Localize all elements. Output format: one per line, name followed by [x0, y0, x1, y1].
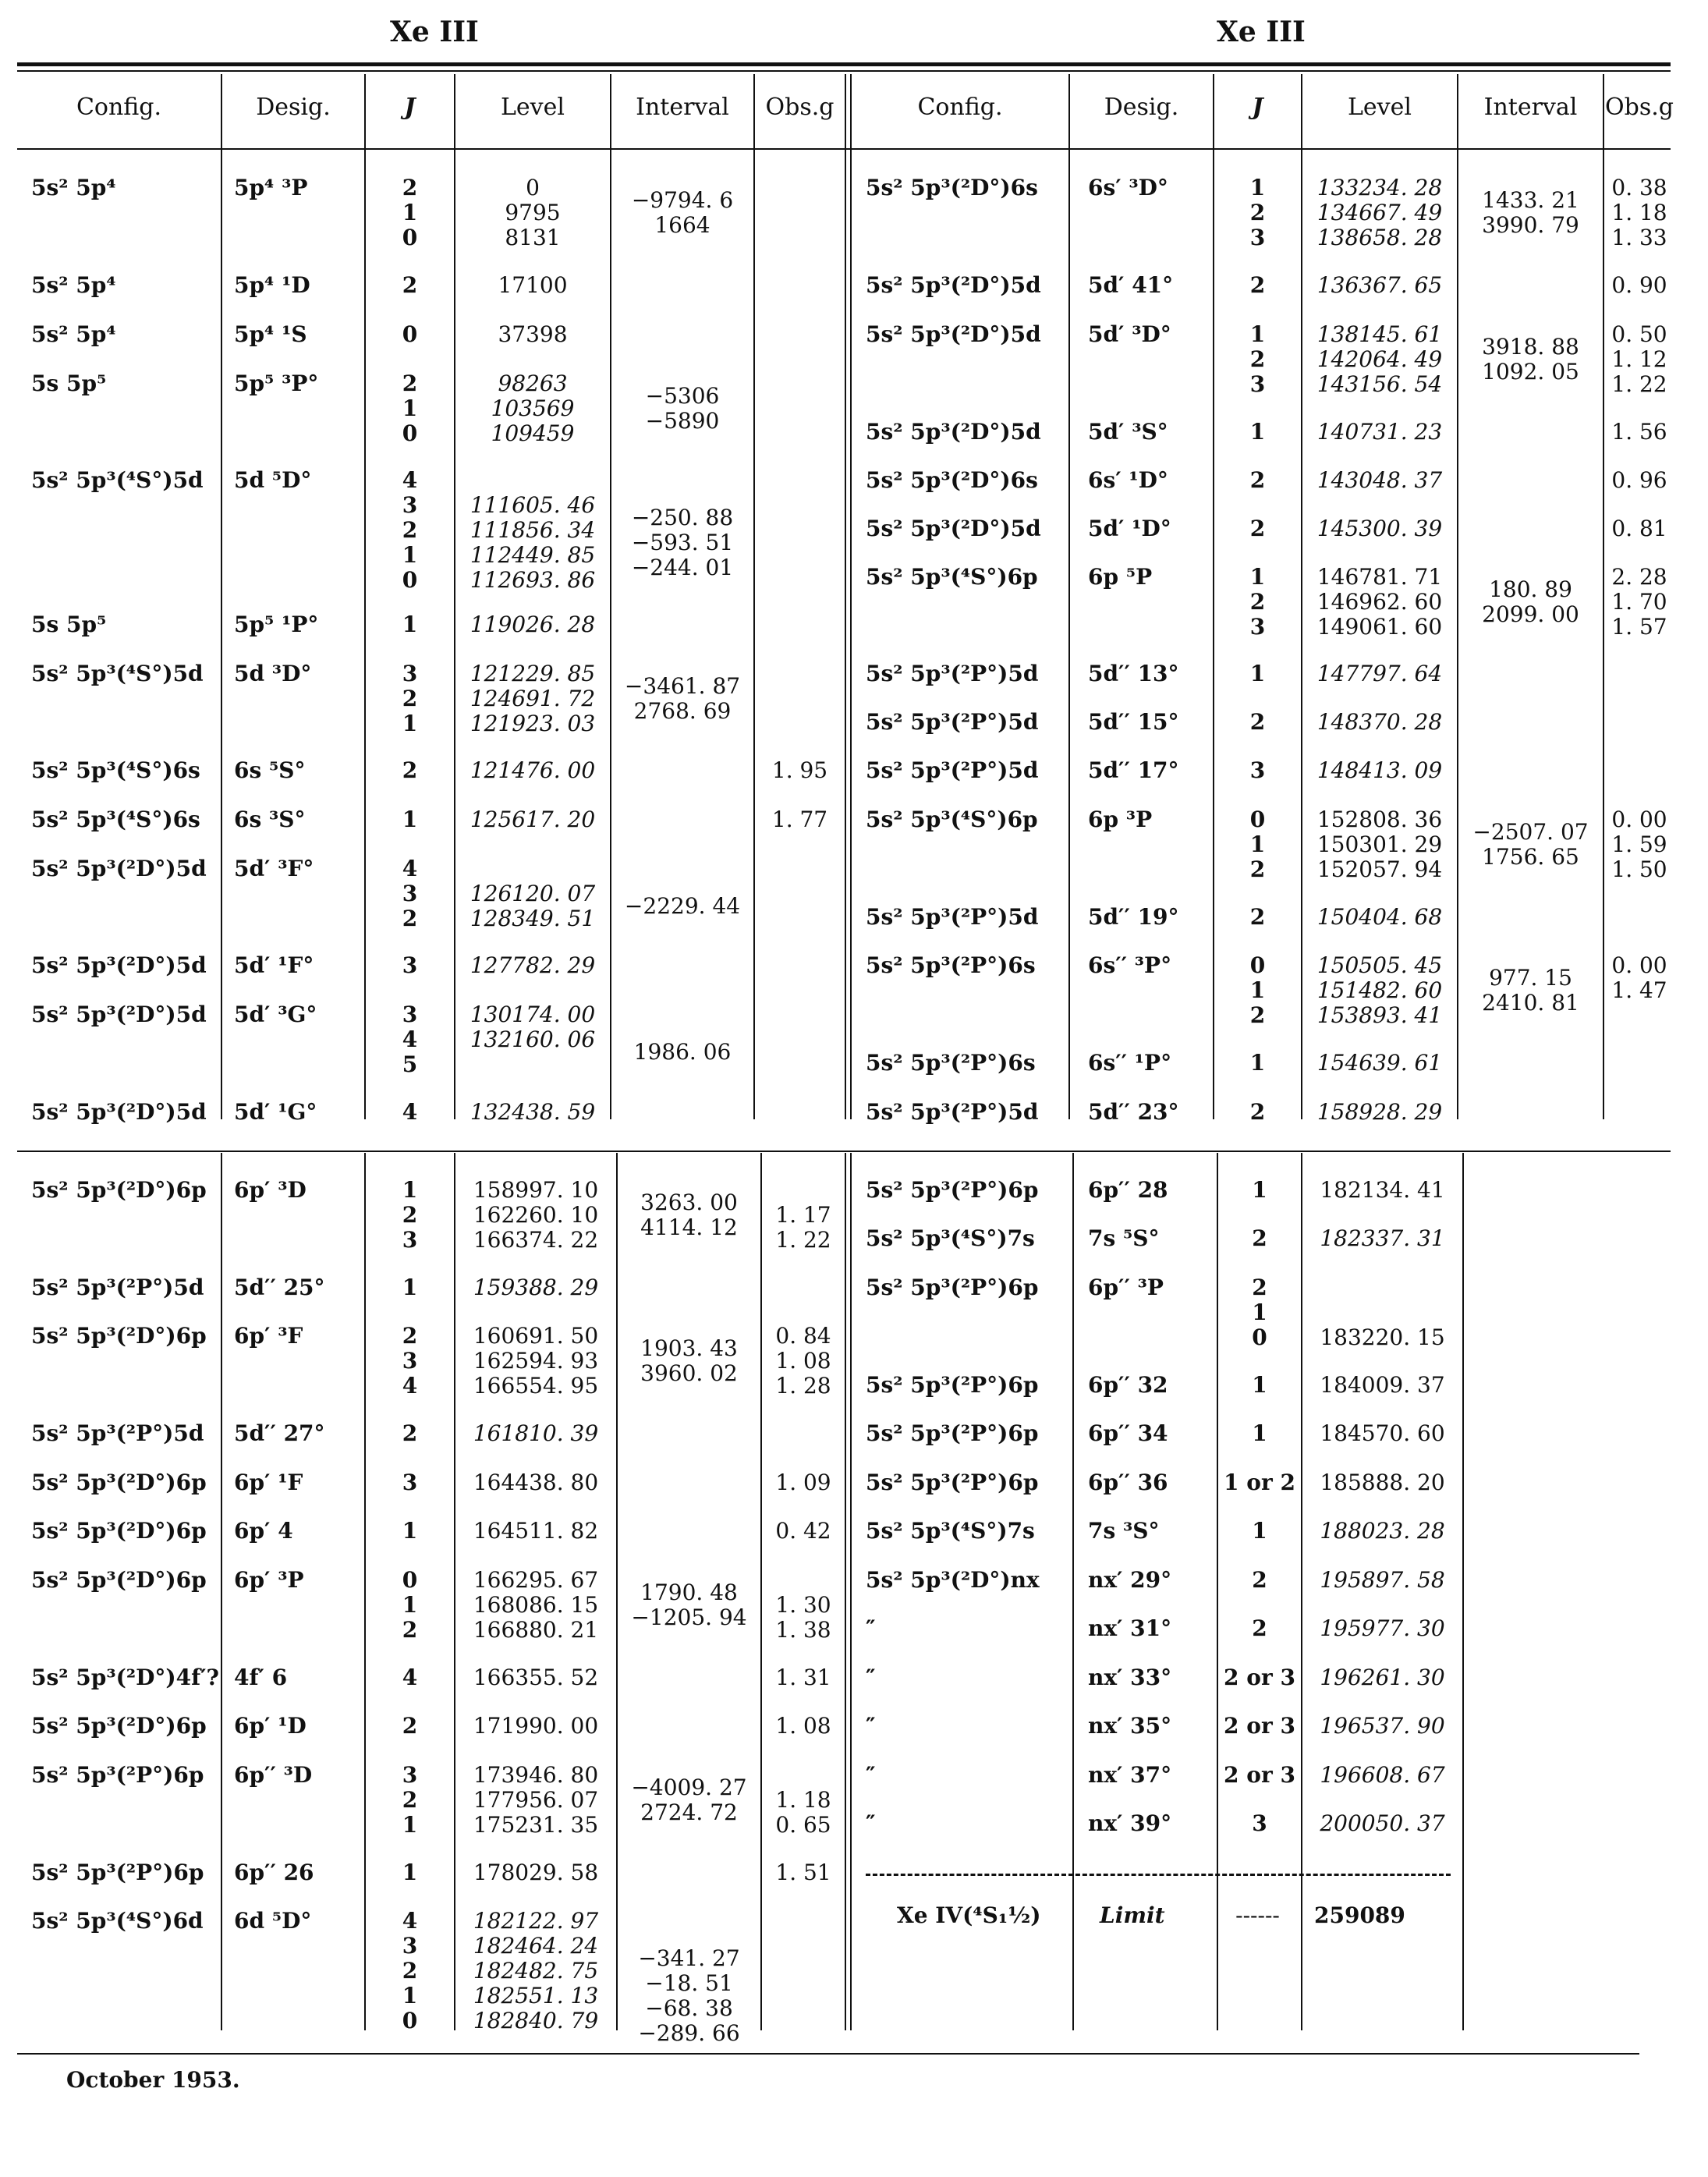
row-designation: 5p⁵ ³P°	[234, 371, 319, 396]
header-config-left: Config.	[76, 94, 162, 121]
row-designation: 5d′′ 13°	[1088, 661, 1179, 686]
row-config: 5s² 5p³(⁴S°)5d	[31, 467, 204, 493]
row-designation: 5d′′ 23°	[1088, 1099, 1179, 1125]
row-designation: 6s′′ ³P°	[1088, 952, 1172, 978]
limit-label: Limit	[1100, 1902, 1165, 1928]
vline	[221, 1153, 222, 2030]
row-designation: 5d′ ³D°	[1088, 321, 1171, 347]
header-obsg-right: Obs.g	[1605, 94, 1674, 121]
row-config: 5s² 5p³(²P°)6p	[866, 1372, 1039, 1398]
row-level: 37398	[498, 321, 568, 347]
row-j: 1	[1249, 419, 1266, 445]
row-config: 5s² 5p³(²P°)5d	[31, 1275, 204, 1300]
row-designation: 5p⁴ ¹D	[234, 272, 310, 298]
row-interval: −2229. 44	[624, 893, 741, 919]
row-j: 3 4 5	[402, 1002, 418, 1077]
row-j: 1 2 3	[1249, 175, 1266, 250]
row-level: 160691. 50 162594. 93 166554. 95	[473, 1323, 599, 1399]
row-designation: 6s′ ¹D°	[1088, 467, 1168, 493]
row-level: 166355. 52	[473, 1665, 599, 1690]
row-designation: nx′ 33°	[1088, 1665, 1172, 1690]
row-obs-g: 1. 09	[775, 1470, 831, 1495]
row-config: 5s² 5p³(²D°)6p	[31, 1177, 207, 1203]
row-designation: 6s′ ³D°	[1088, 175, 1168, 200]
row-j: 3 2 1	[402, 1762, 418, 1838]
header-config-right: Config.	[917, 94, 1003, 121]
row-j: 2 or 3	[1224, 1713, 1295, 1739]
row-interval: 180. 89 2099. 00	[1482, 576, 1579, 627]
row-j: 2	[1249, 516, 1266, 541]
row-designation: nx′ 39°	[1088, 1810, 1172, 1836]
row-j: 2	[402, 1713, 418, 1739]
row-config: 5s² 5p³(²D°)5d	[866, 272, 1041, 298]
row-config: 5s² 5p³(²P°)5d	[866, 1099, 1039, 1125]
row-config: ″	[866, 1665, 876, 1690]
row-level: 158997. 10 162260. 10 166374. 22	[473, 1177, 599, 1253]
row-level: 158928. 29	[1316, 1099, 1443, 1125]
row-level: 150404. 68	[1316, 904, 1443, 930]
row-level: 121229. 85 124691. 72 121923. 03	[470, 661, 596, 736]
row-obs-g: 1. 95	[771, 757, 828, 783]
row-obs-g: 0. 84 1. 08 1. 28	[775, 1323, 831, 1399]
row-designation: 5p⁴ ¹S	[234, 321, 307, 347]
row-designation: 5d′ 41°	[1088, 272, 1174, 298]
row-obs-g: 0. 96	[1611, 467, 1667, 493]
row-config: 5s² 5p³(⁴S°)7s	[866, 1518, 1035, 1544]
row-designation: 6p′ ¹D	[234, 1713, 307, 1739]
row-designation: 6p′ ³F	[234, 1323, 303, 1349]
header-interval-right: Interval	[1483, 94, 1578, 121]
row-designation: 4f′ 6	[234, 1665, 288, 1690]
row-designation: 5p⁴ ³P	[234, 175, 308, 200]
row-config: 5s² 5p³(²D°)5d	[866, 516, 1041, 541]
row-obs-g: 0. 50 1. 12 1. 22	[1611, 321, 1667, 397]
row-j: 1 2 3	[1249, 564, 1266, 640]
row-designation: 6p′′ ³P	[1088, 1275, 1164, 1300]
row-designation: 6p′′ 36	[1088, 1470, 1168, 1495]
row-config: 5s² 5p³(²P°)6p	[31, 1762, 204, 1788]
row-designation: 6p′′ 28	[1088, 1177, 1168, 1203]
row-designation: 6s ³S°	[234, 807, 306, 832]
row-config: 5s² 5p³(²P°)5d	[866, 757, 1039, 783]
row-j: 1 or 2	[1224, 1470, 1295, 1495]
row-level: 184570. 60	[1320, 1420, 1445, 1446]
row-designation: nx′ 31°	[1088, 1615, 1172, 1641]
row-config: 5s² 5p⁴	[31, 175, 116, 200]
row-j: 4	[402, 1665, 418, 1690]
row-config: 5s² 5p³(²D°)5d	[866, 419, 1041, 445]
row-interval: −250. 88 −593. 51 −244. 01	[631, 505, 734, 580]
limit-j: ------	[1235, 1902, 1280, 1928]
row-designation: 6p′ ³P	[234, 1567, 304, 1593]
row-level: 147797. 64	[1316, 661, 1443, 686]
row-config: 5s² 5p³(²D°)5d	[31, 1099, 207, 1125]
top-rule-thin	[17, 70, 1671, 72]
row-j: 0	[402, 321, 418, 347]
row-config: ″	[866, 1713, 876, 1739]
row-config: 5s² 5p³(²P°)6s	[866, 952, 1036, 978]
row-designation: 6p′′ 26	[234, 1860, 314, 1885]
row-interval: −5306 −5890	[645, 383, 720, 434]
vline	[845, 1153, 846, 2030]
row-level: 136367. 65	[1316, 272, 1443, 298]
row-j: 2	[1249, 272, 1266, 298]
row-j: 1	[1249, 661, 1266, 686]
row-config: 5s² 5p³(²D°)5d	[31, 856, 207, 881]
header-interval-left: Interval	[636, 94, 729, 121]
row-obs-g: 0. 42	[775, 1518, 831, 1544]
row-config: ″	[866, 1762, 876, 1788]
row-obs-g: 0. 81	[1611, 516, 1667, 541]
row-obs-g: 1. 56	[1611, 419, 1667, 445]
row-level: 200050. 37	[1320, 1810, 1445, 1836]
row-obs-g: 1. 77	[771, 807, 828, 832]
row-j: 4 3 2 1 0	[402, 1908, 418, 2033]
row-config: 5s² 5p³(²P°)5d	[866, 661, 1039, 686]
row-config: 5s² 5p³(²P°)6p	[866, 1275, 1039, 1300]
row-level: 98263 103569 109459	[491, 371, 575, 446]
page-title-left: Xe III	[390, 16, 479, 48]
row-config: 5s² 5p³(²P°)6p	[866, 1470, 1039, 1495]
row-level: 182337. 31	[1320, 1225, 1445, 1251]
row-level: 166295. 67 168086. 15 166880. 21	[473, 1567, 599, 1643]
row-interval: 977. 15 2410. 81	[1482, 965, 1579, 1016]
row-interval: 1790. 48 −1205. 94	[631, 1580, 747, 1630]
row-j: 2	[402, 272, 418, 298]
row-level: 159388. 29	[473, 1275, 599, 1300]
limit-level: 259089	[1314, 1902, 1405, 1928]
vline-double	[850, 74, 852, 1119]
row-level: 196608. 67	[1320, 1762, 1445, 1788]
header-j-right: J	[1252, 94, 1263, 121]
vline	[1072, 1153, 1074, 2030]
row-j: 3 2 1	[402, 661, 418, 736]
row-j: 0 1 2	[1249, 807, 1266, 882]
row-designation: 5d′′ 27°	[234, 1420, 325, 1446]
row-designation: 5d′ ³S°	[1088, 419, 1168, 445]
row-config: 5s² 5p³(⁴S°)6d	[31, 1908, 204, 1934]
row-designation: 7s ³S°	[1088, 1518, 1160, 1544]
row-j: 2	[402, 757, 418, 783]
limit-config: Xe IV(⁴S₁½)	[897, 1902, 1041, 1928]
row-interval: −9794. 6 1664	[631, 187, 734, 238]
footer-date: October 1953.	[66, 2067, 240, 2093]
row-level: 183220. 15	[1320, 1324, 1445, 1350]
row-j: 1	[402, 1518, 418, 1544]
row-designation: 5d′ ¹G°	[234, 1099, 317, 1125]
header-level-right: Level	[1348, 94, 1412, 121]
row-level: 119026. 28	[470, 612, 596, 637]
row-config: 5s² 5p³(²P°)6p	[866, 1177, 1039, 1203]
row-designation: 5d′′ 15°	[1088, 709, 1179, 735]
row-j: 4 3 2	[402, 856, 418, 931]
row-level: 150505. 45 151482. 60 153893. 41	[1316, 952, 1443, 1028]
row-interval: 3263. 00 4114. 12	[640, 1190, 738, 1240]
row-config: 5s² 5p³(²P°)5d	[866, 904, 1039, 930]
row-level: 182134. 41	[1320, 1177, 1445, 1203]
row-config: 5s² 5p³(⁴S°)7s	[866, 1225, 1035, 1251]
row-designation: 5d′′ 17°	[1088, 757, 1179, 783]
row-level: 148413. 09	[1316, 757, 1443, 783]
row-j: 0 1 2	[402, 1567, 418, 1643]
row-obs-g: 1. 51	[775, 1860, 831, 1885]
row-level: 146781. 71 146962. 60 149061. 60	[1316, 564, 1443, 640]
row-level: 173946. 80 177956. 07 175231. 35	[473, 1762, 599, 1838]
row-designation: 5d′ ¹F°	[234, 952, 314, 978]
row-j: 2 1 0	[402, 371, 418, 446]
row-j: 3	[402, 1470, 418, 1495]
row-level: 152808. 36 150301. 29 152057. 94	[1316, 807, 1443, 882]
row-interval: 1986. 06	[633, 1039, 732, 1065]
row-level: 161810. 39	[473, 1420, 599, 1446]
row-designation: 5d′ ¹D°	[1088, 516, 1171, 541]
header-desig-right: Desig.	[1104, 94, 1179, 121]
row-level: 164438. 80	[473, 1470, 599, 1495]
row-j: 1	[402, 1275, 418, 1300]
row-j: 2	[402, 1420, 418, 1446]
row-config: 5s² 5p³(²D°)6p	[31, 1567, 207, 1593]
row-obs-g: 1. 18 0. 65	[775, 1787, 831, 1838]
row-interval: −3461. 87 2768. 69	[624, 673, 741, 724]
row-config: 5s² 5p³(²D°)5d	[31, 952, 207, 978]
row-level: 127782. 29	[470, 952, 596, 978]
row-designation: 7s ⁵S°	[1088, 1225, 1160, 1251]
row-designation: 6p′′ 34	[1088, 1420, 1168, 1446]
row-config: 5s² 5p³(⁴S°)5d	[31, 661, 204, 686]
row-j: 1	[402, 612, 418, 637]
row-level: 138145. 61 142064. 49 143156. 54	[1316, 321, 1443, 397]
bottom-rule	[17, 2053, 1639, 2055]
row-level: 132438. 59	[470, 1099, 596, 1125]
header-level-left: Level	[501, 94, 565, 121]
vline	[1462, 1153, 1464, 2030]
row-j: 0 1 2	[1249, 952, 1266, 1028]
row-obs-g: 0. 00 1. 59 1. 50	[1611, 807, 1667, 882]
top-rule-thick	[17, 62, 1671, 66]
row-level: 121476. 00	[470, 757, 596, 783]
row-config: 5s² 5p³(²D°)nx	[866, 1567, 1040, 1593]
row-designation: 6p′ ¹F	[234, 1470, 303, 1495]
header-j-left: J	[404, 94, 416, 121]
row-level: 188023. 28	[1320, 1518, 1445, 1544]
row-interval: 3918. 88 1092. 05	[1482, 334, 1579, 385]
row-config: ″	[866, 1615, 876, 1641]
row-config: 5s² 5p³(²D°)4f′?	[31, 1665, 219, 1690]
row-j: 1	[402, 1860, 418, 1885]
row-designation: 5d′′ 19°	[1088, 904, 1179, 930]
row-level: 133234. 28 134667. 49 138658. 28	[1316, 175, 1443, 250]
row-designation: 6p′′ ³D	[234, 1762, 313, 1788]
row-designation: 5d′ ³G°	[234, 1002, 317, 1027]
row-interval: −341. 27 −18. 51 −68. 38 −289. 66	[638, 1945, 740, 2046]
row-j: 2	[1252, 1567, 1267, 1593]
row-designation: 6p′ 4	[234, 1518, 293, 1544]
row-level: 185888. 20	[1320, 1470, 1445, 1495]
row-designation: 5d ³D°	[234, 661, 312, 686]
row-config: ″	[866, 1810, 876, 1836]
row-config: 5s² 5p³(²P°)6p	[31, 1860, 204, 1885]
row-config: 5s 5p⁵	[31, 612, 107, 637]
row-j: 2	[1249, 904, 1266, 930]
row-level: 111605. 46 111856. 34 112449. 85 112693. 86	[470, 492, 596, 593]
row-j: 2	[1249, 1099, 1266, 1125]
row-level: 178029. 58	[473, 1860, 599, 1885]
row-j: 3	[1249, 757, 1266, 783]
row-j: 2	[1252, 1615, 1267, 1641]
row-config: 5s² 5p³(⁴S°)6p	[866, 564, 1038, 590]
vline	[753, 74, 755, 1119]
row-j: 1	[402, 807, 418, 832]
row-level: 140731. 23	[1316, 419, 1443, 445]
row-designation: 6s ⁵S°	[234, 757, 306, 783]
row-config: 5s² 5p⁴	[31, 272, 116, 298]
row-config: 5s² 5p⁴	[31, 321, 116, 347]
row-config: 5s² 5p³(²D°)6p	[31, 1713, 207, 1739]
limit-dash-rule	[866, 1874, 1451, 1876]
row-config: 5s² 5p³(²D°)6p	[31, 1518, 207, 1544]
row-designation: 5d′ ³F°	[234, 856, 314, 881]
row-j: 1 2 3	[402, 1177, 418, 1253]
row-j: 2	[1252, 1225, 1267, 1251]
vline	[845, 74, 846, 1119]
row-level: 195897. 58	[1320, 1567, 1445, 1593]
row-config: 5s² 5p³(²D°)5d	[31, 1002, 207, 1027]
header-rule	[17, 148, 1671, 150]
row-obs-g: 0. 00 1. 47	[1611, 952, 1667, 1003]
row-level: 148370. 28	[1316, 709, 1443, 735]
row-level: 182122. 97 182464. 24 182482. 75 182551. 13 182840. 79	[473, 1908, 599, 2033]
row-level: 125617. 20	[470, 807, 596, 832]
row-obs-g: 0. 90	[1611, 272, 1667, 298]
row-level: 196537. 90	[1320, 1713, 1445, 1739]
row-designation: 6p ⁵P	[1088, 564, 1153, 590]
row-config: 5s² 5p³(²P°)5d	[866, 709, 1039, 735]
row-config: 5s² 5p³(⁴S°)6s	[31, 757, 200, 783]
row-obs-g: 2. 28 1. 70 1. 57	[1611, 564, 1667, 640]
row-j: 3	[402, 952, 418, 978]
row-designation: 5p⁵ ¹P°	[234, 612, 319, 637]
row-level: 17100	[498, 272, 568, 298]
row-obs-g: 1. 31	[775, 1665, 831, 1690]
row-designation: nx′ 29°	[1088, 1567, 1172, 1593]
row-designation: 5d ⁵D°	[234, 467, 312, 493]
row-config: 5s² 5p³(²P°)6s	[866, 1050, 1036, 1076]
row-level: 184009. 37	[1320, 1372, 1445, 1398]
row-obs-g: 1. 08	[775, 1713, 831, 1739]
row-config: 5s² 5p³(²P°)6p	[866, 1420, 1039, 1446]
row-level: 126120. 07 128349. 51	[470, 881, 596, 931]
vline	[221, 74, 222, 1119]
row-level: 145300. 39	[1316, 516, 1443, 541]
row-designation: 5d′′ 25°	[234, 1275, 325, 1300]
row-designation: 6p ³P	[1088, 807, 1153, 832]
row-j: 1	[1252, 1420, 1267, 1446]
row-designation: 6p′ ³D	[234, 1177, 307, 1203]
row-obs-g: 0. 38 1. 18 1. 33	[1611, 175, 1667, 250]
row-interval: 1903. 43 3960. 02	[640, 1335, 738, 1386]
row-j: 2 1 0	[402, 175, 418, 250]
row-config: 5s² 5p³(²D°)5d	[866, 321, 1041, 347]
header-obsg-left: Obs.g	[765, 94, 835, 121]
row-j: 4 3 2 1 0	[402, 467, 418, 593]
row-j: 2 or 3	[1224, 1762, 1295, 1788]
row-j: 1	[1252, 1518, 1267, 1544]
row-interval: 1433. 21 3990. 79	[1482, 187, 1579, 238]
row-interval: −4009. 27 2724. 72	[631, 1775, 747, 1825]
row-designation: 6p′′ 32	[1088, 1372, 1168, 1398]
header-desig-left: Desig.	[256, 94, 331, 121]
row-designation: nx′ 37°	[1088, 1762, 1172, 1788]
row-j: 1 2 3	[1249, 321, 1266, 397]
row-config: 5s² 5p³(²D°)6p	[31, 1470, 207, 1495]
row-level: 0 9795 8131	[505, 175, 561, 250]
row-designation: nx′ 35°	[1088, 1713, 1172, 1739]
row-j: 2 or 3	[1224, 1665, 1295, 1690]
row-j: 2 1 0	[1252, 1275, 1267, 1350]
row-level: 171990. 00	[473, 1713, 599, 1739]
row-config: 5s² 5p³(⁴S°)6p	[866, 807, 1038, 832]
row-level: 196261. 30	[1320, 1665, 1445, 1690]
row-j: 2	[1249, 709, 1266, 735]
page-title-right: Xe III	[1217, 16, 1306, 48]
row-config: 5s² 5p³(⁴S°)6s	[31, 807, 200, 832]
row-level: 130174. 00 132160. 06	[470, 1002, 596, 1052]
row-config: 5s² 5p³(²D°)6p	[31, 1323, 207, 1349]
row-config: 5s² 5p³(²P°)5d	[31, 1420, 204, 1446]
row-config: 5s² 5p³(²D°)6s	[866, 467, 1038, 493]
row-interval: −2507. 07 1756. 65	[1472, 819, 1589, 870]
row-j: 1	[1252, 1372, 1267, 1398]
mid-rule	[17, 1151, 1671, 1152]
row-level: 143048. 37	[1316, 467, 1443, 493]
row-level: 154639. 61	[1316, 1050, 1443, 1076]
row-obs-g: 1. 17 1. 22	[775, 1202, 831, 1253]
row-j: 2	[1249, 467, 1266, 493]
row-j: 1	[1249, 1050, 1266, 1076]
row-config: 5s 5p⁵	[31, 371, 107, 396]
row-level: 195977. 30	[1320, 1615, 1445, 1641]
row-level: 164511. 82	[473, 1518, 599, 1544]
row-config: 5s² 5p³(²D°)6s	[866, 175, 1038, 200]
row-j: 4	[402, 1099, 418, 1125]
row-j: 1	[1252, 1177, 1267, 1203]
row-designation: 6d ⁵D°	[234, 1908, 312, 1934]
row-j: 2 3 4	[402, 1323, 418, 1399]
row-j: 3	[1252, 1810, 1267, 1836]
vline-double	[850, 1153, 852, 2030]
vline	[1068, 74, 1070, 1119]
row-obs-g: 1. 30 1. 38	[775, 1592, 831, 1643]
row-designation: 6s′′ ¹P°	[1088, 1050, 1172, 1076]
